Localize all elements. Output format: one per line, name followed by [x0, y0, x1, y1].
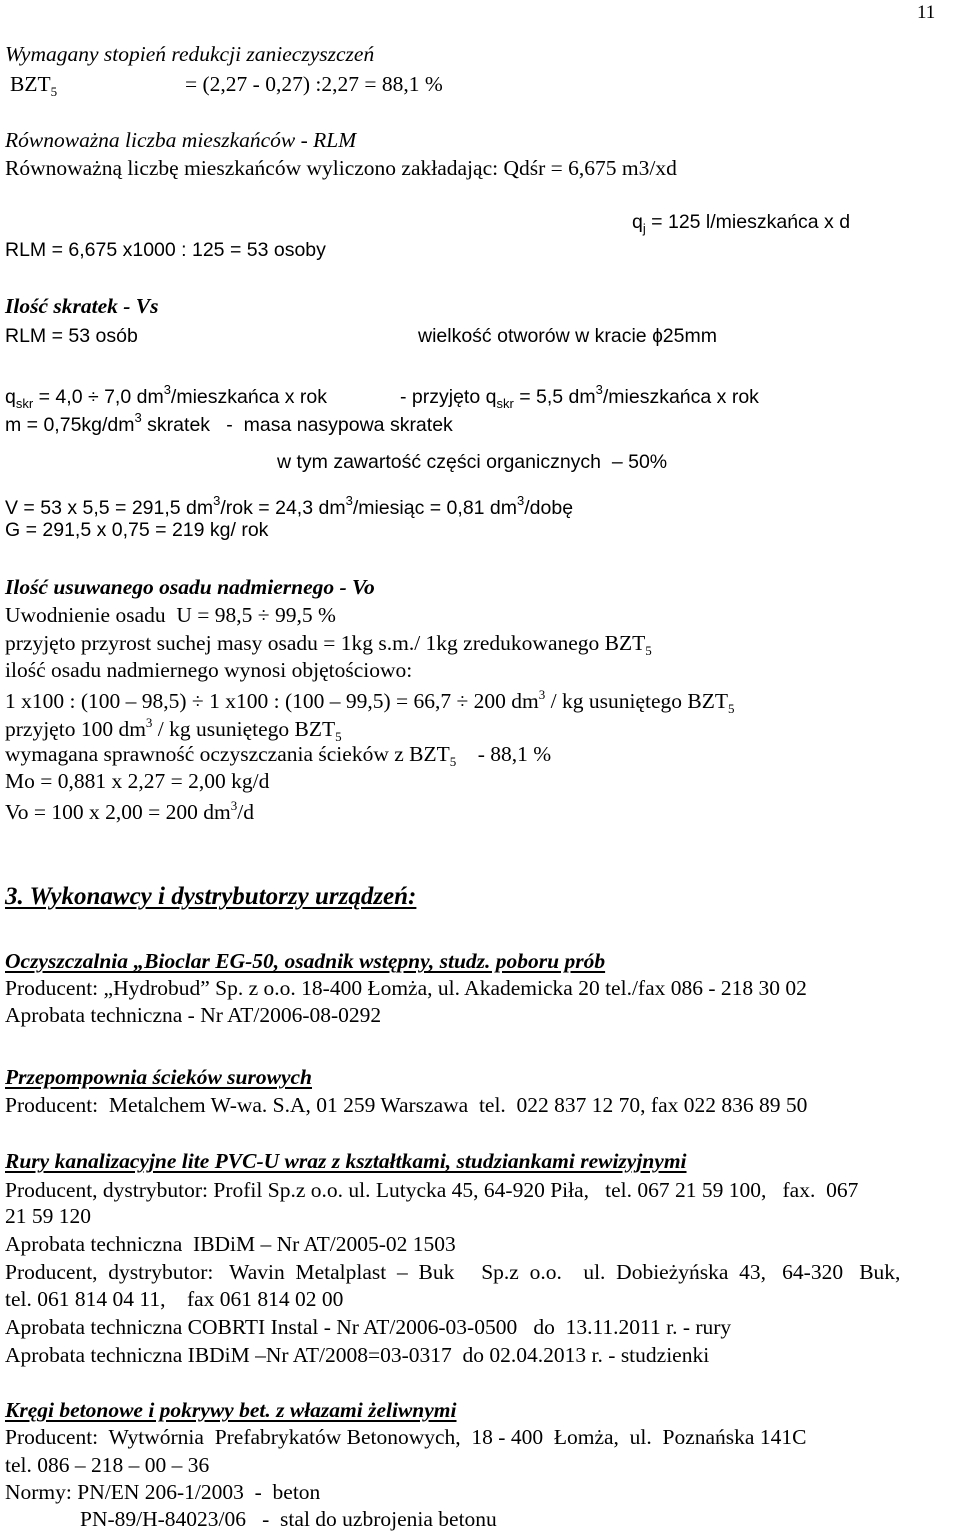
wavin-producer: Producent, dystrybutor: Wavin Metalplast – Buk Sp.z o.o. ul. Dobieżyńska 43, 64-320 Buk,: [5, 1260, 901, 1284]
screenings-mass: $m = 0,75kg/dm^3$ skratek - masa nasypowa skratek: [5, 410, 453, 436]
section-reduction-title: Wymagany stopień redukcji zanieczyszczeń: [5, 42, 375, 66]
bzt-equation: = (2,27 - 0,27) :2,27 = 88,1 %: [185, 72, 443, 96]
hydrobud-producer: Producent: „Hydrobud” Sp. z o.o. 18-400 Łomża, ul. Akademicka 20 tel./fax 086 - 218 30 02: [5, 976, 807, 1000]
block-pipes-title: Rury kanalizacyjne lite PVC-U wraz z kształtkami, studziankami rewizyjnymi: [5, 1149, 687, 1173]
section-contractors-heading: 3. Wykonawcy i dystrybutorzy urządzeń:: [5, 883, 417, 910]
metalchem-producer: Producent: Metalchem W-wa. S.A, 01 259 Warszawa tel. 022 837 12 70, fax 022 836 89 50: [5, 1093, 808, 1117]
block-pumping-station-title: Przepompownia ścieków surowych: [5, 1065, 312, 1089]
sludge-growth: przyjęto przyrost suchej masy osadu = 1kg s.m./ 1kg zredukowanego $BZT_5$: [5, 631, 652, 658]
block-treatment-plant-title: Oczyszczalnia „Bioclar EG-50, osadnik wstępny, studz. poboru prób: [5, 949, 606, 973]
cobrti-approval: Aprobata techniczna COBRTI Instal - Nr AT/2006-03-0500 do 13.11.2011 r. - rury: [5, 1315, 732, 1339]
page-number: 11: [917, 2, 936, 23]
organic-content: w tym zawartość części organicznych – 50%: [277, 451, 668, 473]
sludge-hydration: Uwodnienie osadu U = 98,5 ÷ 99,5 %: [5, 603, 336, 627]
section-screenings-title: Ilość skratek - Vs: [5, 294, 159, 318]
vo-calc: Vo = 100 x 2,00 = 200 $dm^3/d$: [5, 798, 254, 824]
wavin-contact: tel. 061 814 04 11, fax 061 814 02 00: [5, 1287, 344, 1311]
section-rlm-title: Równoważna liczba mieszkańców - RLM: [5, 128, 357, 152]
sludge-volume-intro: ilość osadu nadmiernego wynosi objętościowo:: [5, 658, 413, 682]
prefab-producer: Producent: Wytwórnia Prefabrykatów Betonowych, 18 - 400 Łomża, ul. Poznańska 141C: [5, 1425, 807, 1449]
screenings-volume: V = 53 x 5,5 = 291,5 $dm^3$/rok = 24,3 $dm^3$/miesiąc = 0,81 $dm^3$/dobę: [5, 493, 574, 519]
rlm-assumption: Równoważną liczbę mieszkańców wyliczono zakładając: Qdśr = 6,675 m3/xd: [5, 156, 677, 180]
rlm-persons: RLM = 53 osób: [5, 325, 138, 347]
screenings-weight: G = 291,5 x 0,75 = 219 kg/ rok: [5, 519, 269, 541]
norm-concrete: Normy: PN/EN 206-1/2003 - beton: [5, 1480, 321, 1504]
sludge-volume-adopted: przyjęto 100 $dm^3$ / kg usuniętego $BZT_5$: [5, 715, 342, 744]
norm-steel: PN-89/H-84023/06 - stal do uzbrojenia betonu: [80, 1507, 497, 1531]
sludge-volume-calc: 1 x100 : (100 – 98,5) ÷ 1 x100 : (100 – 99,5) = 66,7 ÷ 200 $dm^3$ / kg usuniętego $BZT_5$: [5, 687, 735, 716]
screenings-rate-adopted: - przyjęto $q_{skr} = 5,5$ $dm^3$/mieszkańca x rok: [400, 382, 759, 411]
hydrobud-approval: Aprobata techniczna - Nr AT/2006-08-0292: [5, 1003, 382, 1027]
ibdim-approval-pipes: Aprobata techniczna IBDiM – Nr AT/2005-02 1503: [5, 1232, 456, 1256]
block-concrete-rings-title: Kręgi betonowe i pokrywy bet. z włazami żeliwnymi: [5, 1398, 457, 1422]
screen-openings: wielkość otworów w kracie ɸ25mm: [418, 325, 717, 347]
prefab-phone: tel. 086 – 218 – 00 – 36: [5, 1453, 210, 1477]
section-sludge-title: Ilość usuwanego osadu nadmiernego - Vo: [5, 575, 375, 599]
required-efficiency: wymagana sprawność oczyszczania ścieków z $BZT_5$ - 88,1 %: [5, 742, 552, 769]
ibdim-approval-wells: Aprobata techniczna IBDiM –Nr AT/2008=03-0317 do 02.04.2013 r. - studzienki: [5, 1343, 710, 1367]
rlm-calculation: RLM = 6,675 x1000 : 125 = 53 osoby: [5, 239, 326, 261]
qj-value: $q_j = 125$ l/mieszkańca x d: [632, 211, 851, 236]
screenings-rate-range: $q_{skr} = 4,0 \div 7,0$ $dm^3$/mieszkańca x rok: [5, 382, 327, 411]
profil-producer: Producent, dystrybutor: Profil Sp.z o.o. ul. Lutycka 45, 64-920 Piła, tel. 067 21 59 100, fax. 067: [5, 1178, 859, 1202]
profil-producer-cont: 21 59 120: [5, 1204, 91, 1228]
mo-calc: Mo = 0,881 x 2,27 = 2,00 kg/d: [5, 769, 270, 793]
bzt-label: $BZT_5$: [10, 72, 58, 99]
